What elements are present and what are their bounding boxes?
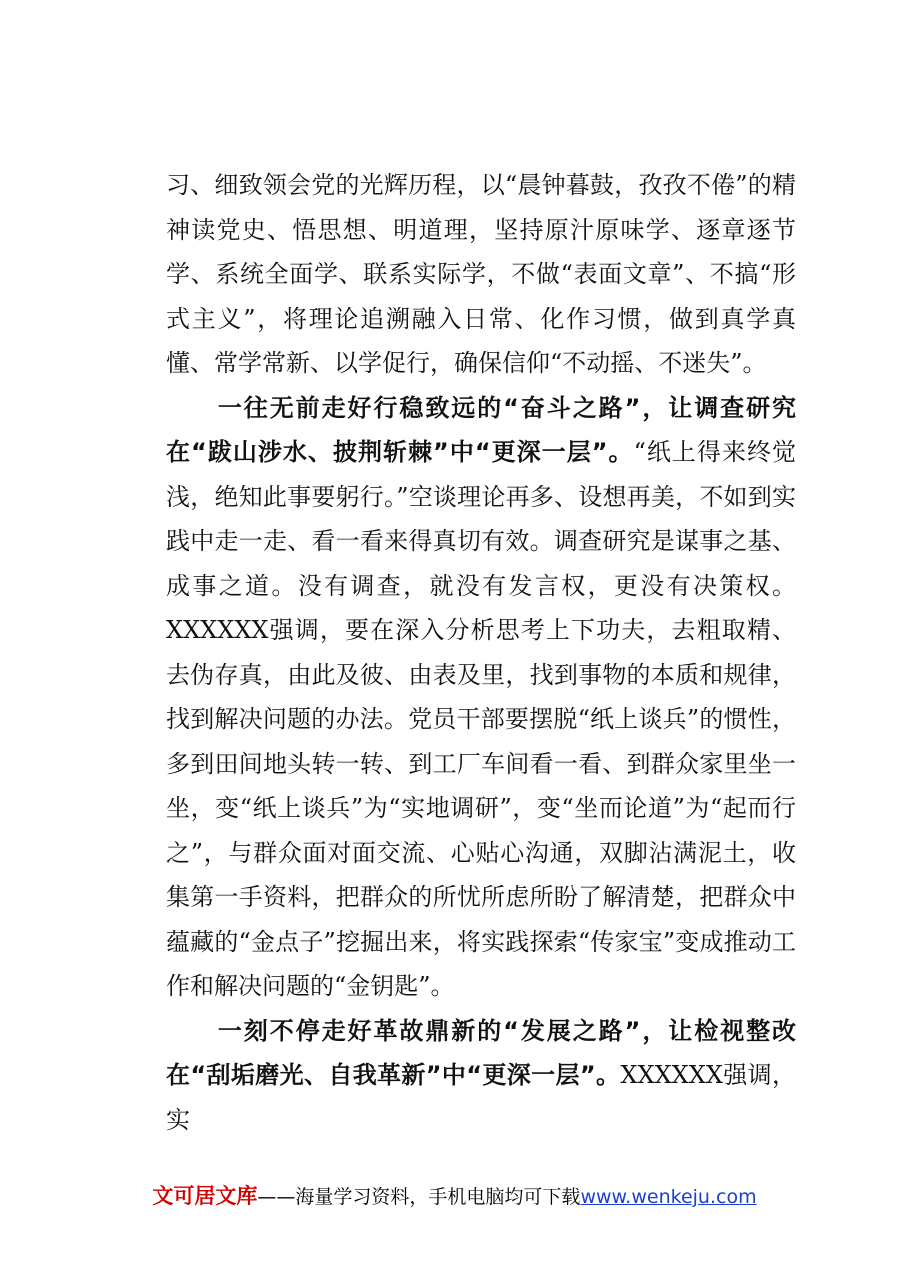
paragraph-3-lead: 一刻不停走好革故鼎新的“发展之路”，让检视整改在“刮垢磨光、自我革新”中“更深一层”。 [166,1016,797,1089]
paragraph-2-text: “纸上得来终觉浅，绝知此事要躬行。”空谈理论再多、设想再美，不如到实践中走一走、看一看来得真切有效。调查研究是谋事之基、成事之道。没有调查，就没有发言权，更没有决策权。XXXXXX强调，要在深入分析思考上下功夫，去粗取精、去伪存真，由此及彼、由表及里，找到事物的本质和规律，找到解决问题的办法。党员干部要摆脱“纸上谈兵”的惯性，多到田间地头转一转、到工厂车间看一看、到群众家里坐一坐，变“纸上谈兵”为“实地调研”，变“坐而论道”为“起而行之”，与群众面对面交流、心贴心沟通，双脚沾满泥土，收集第一手资料，把群众的所忧所虑所盼了解清楚，把群众中蕴藏的“金点子”挖掘出来，将实践探索“传家宝”变成推动工作和解决问题的“金钥匙”。 [166,438,796,1000]
document-body [166,163,796,1142]
paragraph-1-text: 习、细致领会党的光辉历程，以“晨钟暮鼓，孜孜不倦”的精神读党史、悟思想、明道理，坚持原汁原味学、逐章逐节学、系统全面学、联系实际学，不做“表面文章”、不搞“形式主义”，将理论追溯融入日常、化作习惯，做到真学真懂、常学常新、以学促行，确保信仰“不动摇、不迷失”。 [166,171,796,377]
paragraph-2 [166,386,796,1009]
footer-tagline: ——海量学习资料，手机电脑均可下载 [257,1186,581,1208]
footer-site-link[interactable]: www.wenkeju.com [580,1186,757,1208]
paragraph-2-lead: 一往无前走好行稳致远的“奋斗之路”，让调查研究在“跋山涉水、披荆斩棘”中“更深一层”。 [166,393,797,466]
footer-banner [0,1183,909,1210]
paragraph-3-text: XXXXXX强调，实 [166,1061,797,1134]
paragraph-3 [166,1009,796,1143]
paragraph-1 [166,163,796,386]
footer-brand: 文可居文库 [152,1184,258,1208]
